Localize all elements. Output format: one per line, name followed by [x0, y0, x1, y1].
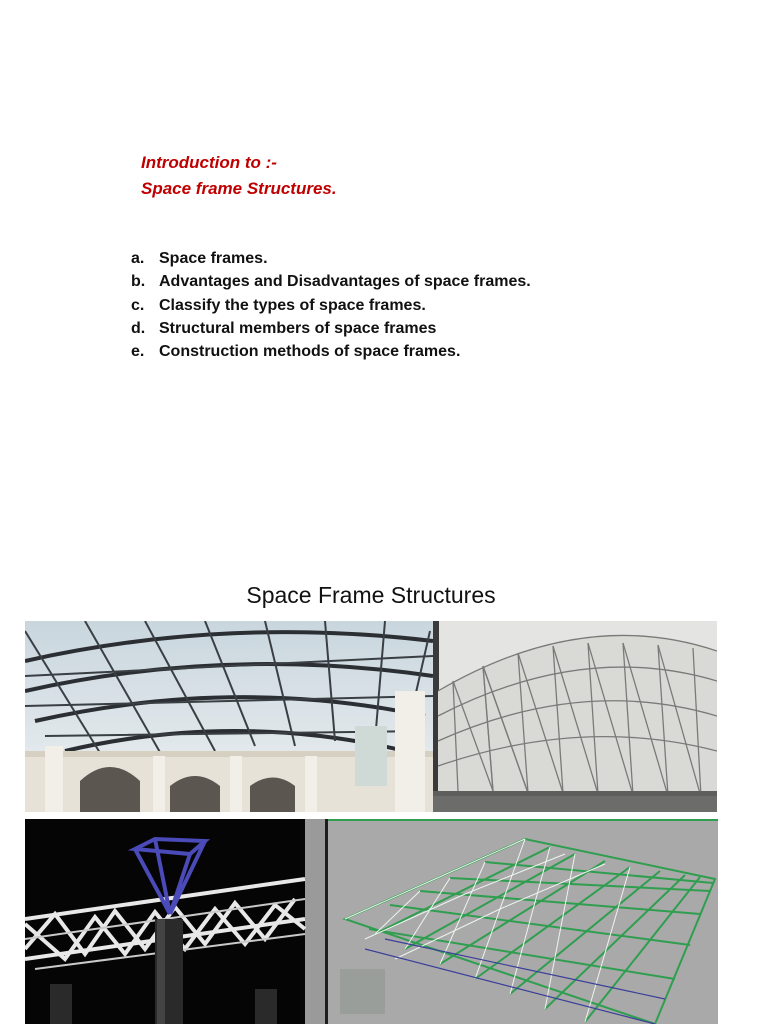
topic-marker: b. [131, 273, 146, 291]
topic-marker: c. [131, 296, 145, 314]
dome-frame-photo [433, 621, 717, 812]
topic-text: Advantages and Disadvantages of space frames. [159, 273, 531, 291]
topic-item [131, 247, 531, 270]
topic-text: Space frames. [159, 250, 268, 267]
topic-item [131, 270, 531, 293]
topic-item [131, 317, 531, 340]
intro-heading [141, 150, 337, 202]
intro-line-2: Space frame Structures. [141, 179, 337, 198]
topic-marker: d. [131, 319, 146, 337]
topic-text: Classify the types of space frames. [159, 296, 426, 314]
truss-render-image [25, 819, 325, 1024]
topic-list [131, 247, 531, 363]
intro-line-1: Introduction to :- [141, 153, 277, 172]
topic-marker: a. [131, 250, 145, 267]
grid-render-image [325, 819, 718, 1024]
topic-marker: e. [131, 343, 145, 361]
topic-item [131, 294, 531, 317]
atrium-truss-photo [25, 621, 433, 812]
section-title: Space Frame Structures [246, 582, 496, 608]
topic-item [131, 340, 531, 363]
topic-text: Structural members of space frames [159, 319, 437, 337]
topic-text: Construction methods of space frames. [159, 343, 461, 361]
